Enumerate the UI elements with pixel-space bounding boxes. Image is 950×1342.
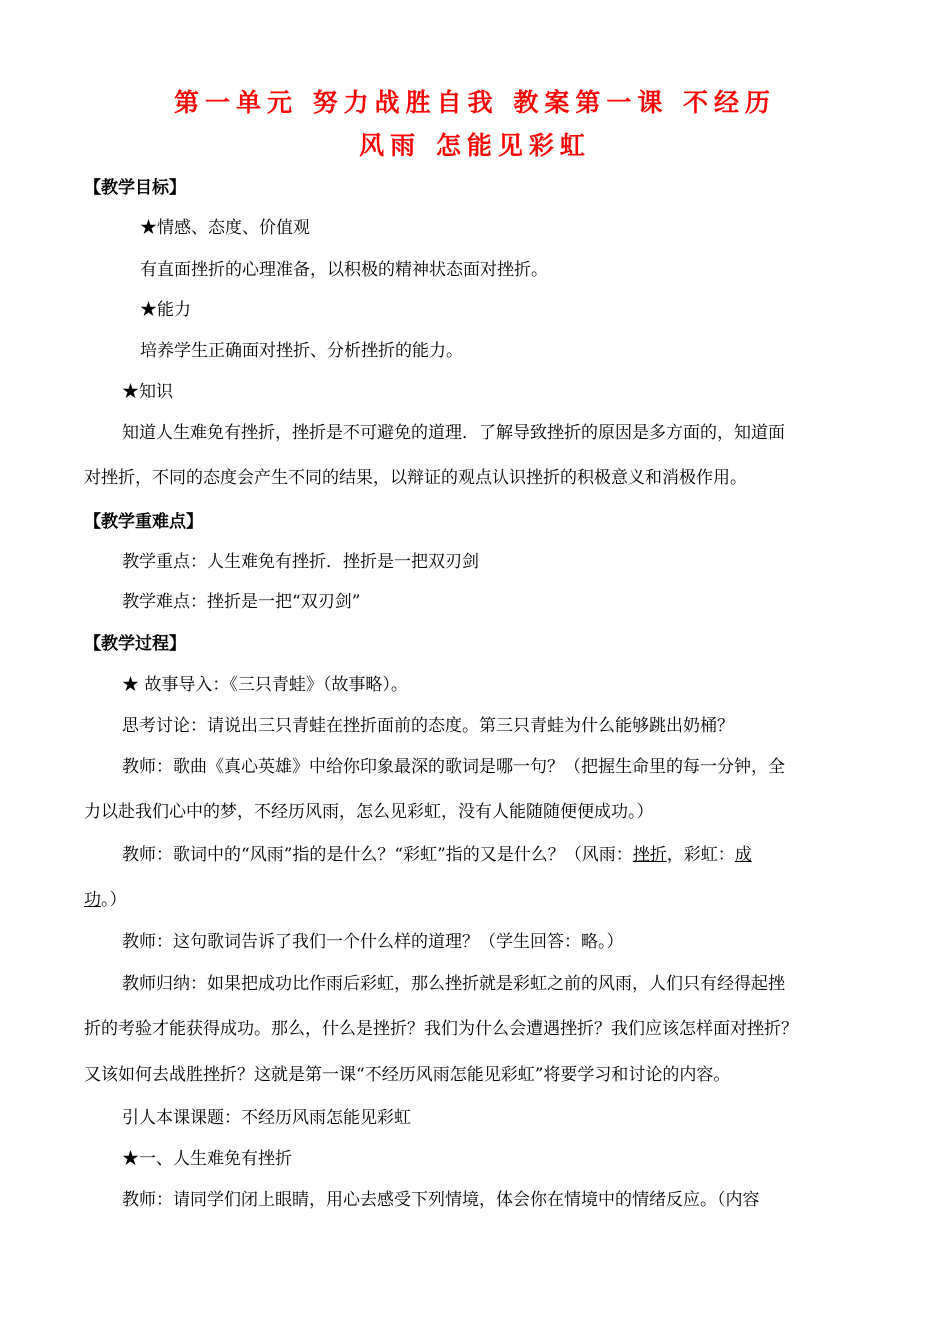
- discussion-text: 思考讨论：请说出三只青蛙在挫折面前的态度。第三只青蛙为什么能够跳出奶桶？: [122, 716, 734, 736]
- answer-success-part-2: 功: [84, 890, 101, 910]
- teacher-question-2a-prefix: 教师：歌词中的“风雨”指的是什么？“彩虹”指的又是什么？（风雨：: [122, 845, 633, 865]
- goal-ability-text: 培养学生正确面对挫折、分析挫折的能力。: [140, 341, 463, 361]
- part-one-heading: ★一、人生难免有挫折: [122, 1149, 292, 1169]
- goal-emotion-text: 有直面挫折的心理准备，以积极的精神状态面对挫折。: [140, 260, 548, 280]
- teacher-question-3: 教师：这句歌词告诉了我们一个什么样的道理？（学生回答：略。）: [122, 932, 624, 952]
- teacher-instruction-4: 教师：请同学们闭上眼睛，用心去感受下列情境，体会你在情境中的情绪反应。（内容: [122, 1190, 760, 1210]
- teacher-summary-b: 折的考验才能获得成功。那么，什么是挫折？我们为什么会遭遇挫折？我们应该怎样面对挫折？: [84, 1019, 798, 1039]
- teacher-summary-c: 又该如何去战胜挫折？这就是第一课“不经历风雨怎能见彩虹”将要学习和讨论的内容。: [84, 1065, 731, 1085]
- section-heading-key-points: 【教学重难点】: [84, 512, 203, 532]
- section-heading-goals: 【教学目标】: [84, 178, 186, 198]
- difficult-point-text: 教学难点：挫折是一把“双刃剑”: [122, 592, 361, 612]
- answer-adversity: 挫折: [632, 845, 667, 865]
- goal-ability-label: ★能力: [140, 300, 191, 320]
- lesson-topic: 引人本课课题：不经历风雨怎能见彩虹: [122, 1108, 411, 1128]
- goal-emotion-label: ★情感、态度、价值观: [140, 218, 310, 238]
- teacher-question-2a-middle: ，彩虹：: [666, 845, 735, 865]
- teacher-question-2a: [122, 843, 752, 867]
- story-intro: ★ 故事导入：《三只青蛙》（故事略）。: [122, 675, 408, 695]
- teacher-question-1a: 教师：歌曲《真心英雄》中给你印象最深的歌词是哪一句？（把握生命里的每一分钟，全: [122, 757, 785, 777]
- section-heading-process: 【教学过程】: [84, 634, 186, 654]
- teacher-question-2b: [84, 888, 127, 912]
- answer-success-part-1: 成: [734, 845, 752, 865]
- teacher-question-2b-suffix: 。）: [101, 890, 127, 910]
- document-title-line-1: 第一单元 努力战胜自我 教案第一课 不经历: [173, 88, 777, 117]
- goal-knowledge-label: ★知识: [122, 382, 173, 402]
- document-title-line-2: 风雨 怎能见彩虹: [359, 131, 591, 160]
- key-point-text: 教学重点：人生难免有挫折．挫折是一把双刃剑: [122, 552, 479, 572]
- goal-knowledge-text-1: 知道人生难免有挫折，挫折是不可避免的道理．了解导致挫折的原因是多方面的，知道面: [122, 423, 785, 443]
- teacher-question-1b: 力以赴我们心中的梦，不经历风雨，怎么见彩虹，没有人能随随便便成功。）: [84, 802, 654, 822]
- teacher-summary-a: 教师归纳：如果把成功比作雨后彩虹，那么挫折就是彩虹之前的风雨，人们只有经得起挫: [122, 974, 785, 994]
- goal-knowledge-text-2: 对挫折，不同的态度会产生不同的结果，以辩证的观点认识挫折的积极意义和消极作用。: [84, 468, 747, 488]
